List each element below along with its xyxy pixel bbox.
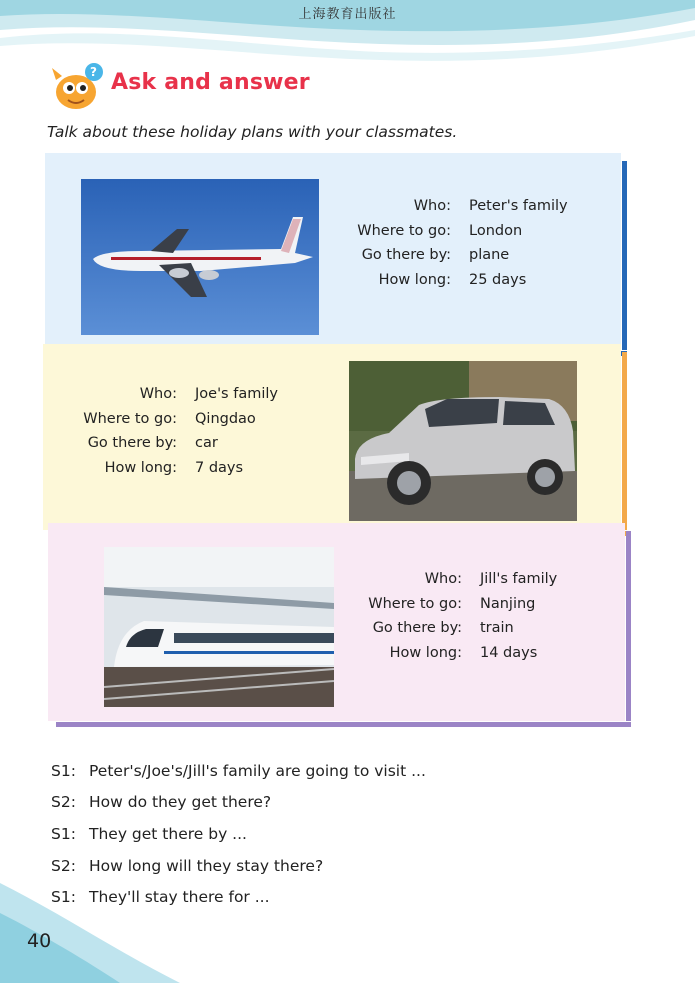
info-row-who [362,567,557,592]
where-value: Nanjing [480,595,536,612]
how-long-label: How long: [389,644,462,661]
how-long-value: 25 days [469,271,527,288]
airplane-photo [81,179,319,335]
info-row-by [345,243,568,268]
who-label: Who: [424,571,462,588]
where-label: Where to go: [368,595,462,612]
by-label: Go there by: [372,620,462,637]
by-value: plane [469,247,510,264]
section-title: Ask and answer [111,70,310,95]
holiday-card-jill [48,523,631,727]
card-border-right [622,161,627,350]
info-row-where [345,219,568,244]
dialogue-line [51,787,426,819]
speaker-label: S1: [51,888,76,907]
speaker-label: S2: [51,856,76,875]
who-label: Who: [413,198,451,215]
where-label: Where to go: [83,410,177,427]
card-border-right [626,531,631,721]
dialogue-line [51,755,426,787]
info-row-how-long [362,641,557,666]
publisher-name: 上海教育出版社 [298,7,397,22]
info-row-where [67,407,278,432]
by-value: train [480,620,514,637]
svg-text:?: ? [90,65,97,79]
who-value: Peter's family [469,198,568,215]
speaker-label: S1: [51,761,76,780]
dialogue-text: How do they get there? [89,793,272,812]
where-value: London [469,222,523,239]
info-row-how-long [345,268,568,293]
info-table-jill [362,567,557,665]
info-row-where [362,592,557,617]
dialogue-text: They get there by ... [89,824,247,843]
by-label: Go there by: [87,435,177,452]
how-long-value: 7 days [195,459,244,476]
info-row-by [67,431,278,456]
who-value: Jill's family [480,571,558,588]
where-label: Where to go: [357,222,451,239]
holiday-card-joe [43,344,627,536]
page-number: 40 [27,930,52,952]
where-value: Qingdao [195,410,256,427]
info-table-joe [67,382,278,480]
instruction-text: Talk about these holiday plans with your classmates. [47,123,458,141]
dialogue-text: They'll stay there for ... [89,888,270,907]
dialogue-line [51,818,426,850]
car-photo [349,361,577,521]
dialogue-text: How long will they stay there? [89,856,324,875]
info-table-peter [345,194,568,292]
how-long-label: How long: [104,459,177,476]
info-row-who [345,194,568,219]
info-row-by [362,616,557,641]
speaker-label: S2: [51,793,76,812]
footer-wave [0,853,695,983]
holiday-card-peter [45,153,627,356]
by-label: Go there by: [361,247,451,264]
dialogue-text: Peter's/Joe's/Jill's family are going to visit ... [89,761,426,780]
how-long-value: 14 days [480,644,538,661]
card-border-right [622,352,627,530]
info-row-how-long [67,456,278,481]
train-photo [104,547,334,707]
who-value: Joe's family [195,386,278,403]
mascot-icon [48,60,108,112]
card-border-bottom [56,722,631,727]
who-label: Who: [139,386,177,403]
by-value: car [195,435,218,452]
how-long-label: How long: [378,271,451,288]
info-row-who [67,382,278,407]
speaker-label: S1: [51,824,76,843]
